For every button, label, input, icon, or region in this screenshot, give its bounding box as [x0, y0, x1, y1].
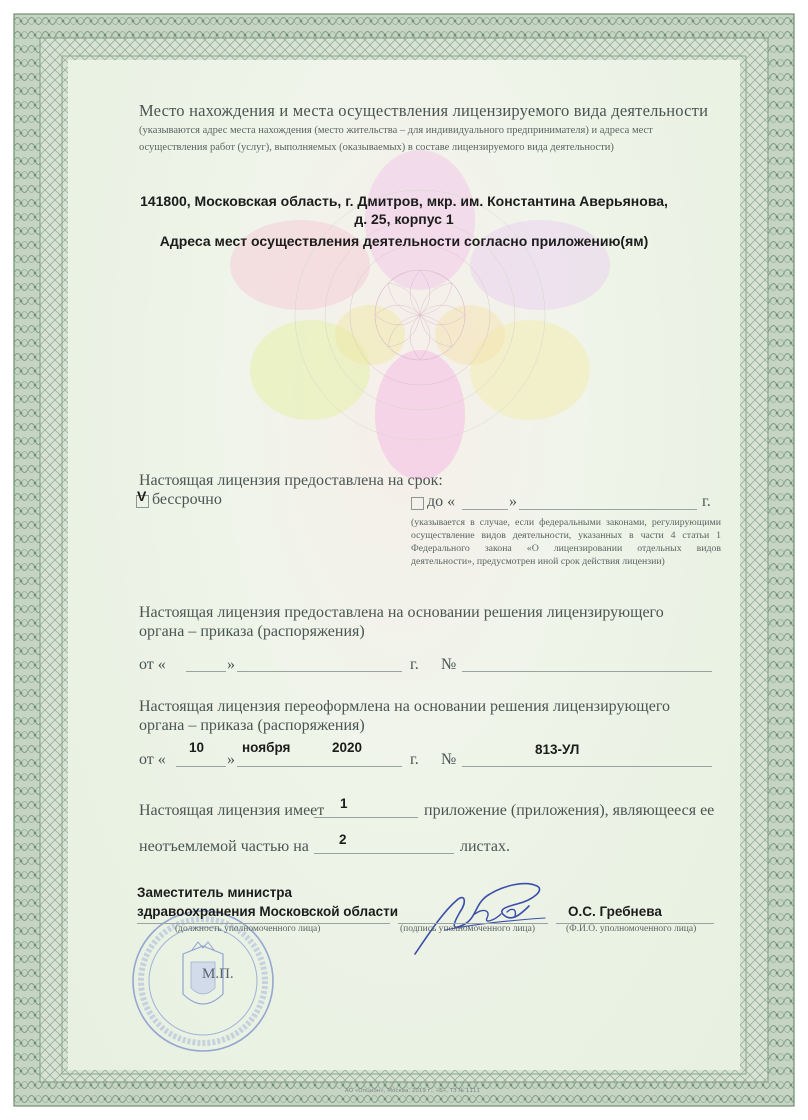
granted-line1: Настоящая лицензия предоставлена на основании решения лицензирующего [139, 604, 664, 621]
reissued-number: 813-УЛ [535, 742, 580, 757]
term-heading: Настоящая лицензия предоставлена на срок: [139, 472, 443, 489]
address-line2: д. 25, корпус 1 [354, 211, 454, 227]
term-date-line [519, 509, 697, 510]
name-caption: (Ф.И.О. уполномоченного лица) [566, 924, 697, 934]
reissued-number-line [462, 766, 712, 767]
term-until-suffix: г. [702, 493, 711, 510]
printer-imprint: АО «Опцион», Москва, 2019 г., «Б», ТЗ № 1111 [345, 1088, 480, 1094]
reissued-day: 10 [189, 740, 205, 755]
signatory-position-line1: Заместитель министра [137, 885, 293, 900]
activity-addresses: Адреса мест осуществления деятельности согласно приложению(ям) [159, 233, 649, 249]
term-until-checkbox[interactable] [411, 497, 424, 510]
appendix-prefix: Настоящая лицензия имеет [139, 802, 325, 819]
address-line1: 141800, Московская область, г. Дмитров, мкр. им. Константина Аверьянова, [140, 193, 668, 209]
signatory-name: О.С. Гребнева [568, 904, 662, 919]
appendix-line2-prefix: неотъемлемой частью на [139, 838, 309, 855]
indefinite-label: бессрочно [152, 491, 222, 508]
granted-from: от « [139, 656, 166, 673]
term-until-prefix: до « [427, 493, 456, 510]
reissued-line1: Настоящая лицензия переоформлена на основании решения лицензирующего [139, 698, 671, 715]
handwritten-signature [405, 872, 555, 962]
reissued-year-suffix: г. [410, 751, 419, 768]
granted-day-line [186, 671, 226, 672]
signatory-position-line2: здравоохранения Московской области [137, 904, 399, 919]
appendix-suffix: приложение (приложения), являющееся ее [424, 802, 715, 819]
reissued-date-line [237, 766, 402, 767]
reissued-day-line [176, 766, 226, 767]
appendix-line2-suffix: листах. [460, 838, 510, 855]
reissued-year: 2020 [332, 740, 363, 755]
reissued-close-quote: » [227, 751, 235, 768]
appendix-sheets: 2 [339, 832, 347, 847]
reissued-number-sign: № [441, 751, 457, 768]
section-note-line2: осуществления работ (услуг), выполняемых (оказываемых) в составе лицензируемого вида деятельности) [139, 142, 614, 153]
granted-close-quote: » [227, 656, 235, 673]
reissued-line2: органа – приказа (распоряжения) [139, 717, 365, 734]
stamp-place-label: М.П. [202, 966, 234, 982]
granted-number-sign: № [441, 656, 457, 673]
reissued-from: от « [139, 751, 166, 768]
section-note-line1: (указываются адрес места нахождения (место жительства – для индивидуального предпринимателя) и адреса мест [139, 125, 653, 136]
section-title: Место нахождения и места осуществления лицензируемого вида деятельности [139, 101, 709, 120]
term-until-mid: » [509, 493, 517, 510]
appendix-count-line [314, 817, 418, 818]
checkbox-mark: V [137, 488, 147, 504]
granted-line2: органа – приказа (распоряжения) [139, 623, 365, 640]
granted-date-line [237, 671, 402, 672]
appendix-count: 1 [340, 796, 348, 811]
position-caption: (должность уполномоченного лица) [175, 924, 321, 934]
signature-caption: (подпись уполномоченного лица) [400, 924, 536, 934]
term-note: (указывается в случае, если федеральными законами, регулирующими осуществление видов деятельности, указанных в части 4 статьи 1 Федерального закона «О лицензировании отдельных видов деятельности», предусмотрен иной срок действия лицензии) [411, 517, 721, 567]
reissued-month: ноября [242, 740, 291, 755]
appendix-sheets-line [314, 853, 454, 854]
granted-number-line [462, 671, 712, 672]
granted-year-suffix: г. [410, 656, 419, 673]
term-day-line [462, 509, 508, 510]
